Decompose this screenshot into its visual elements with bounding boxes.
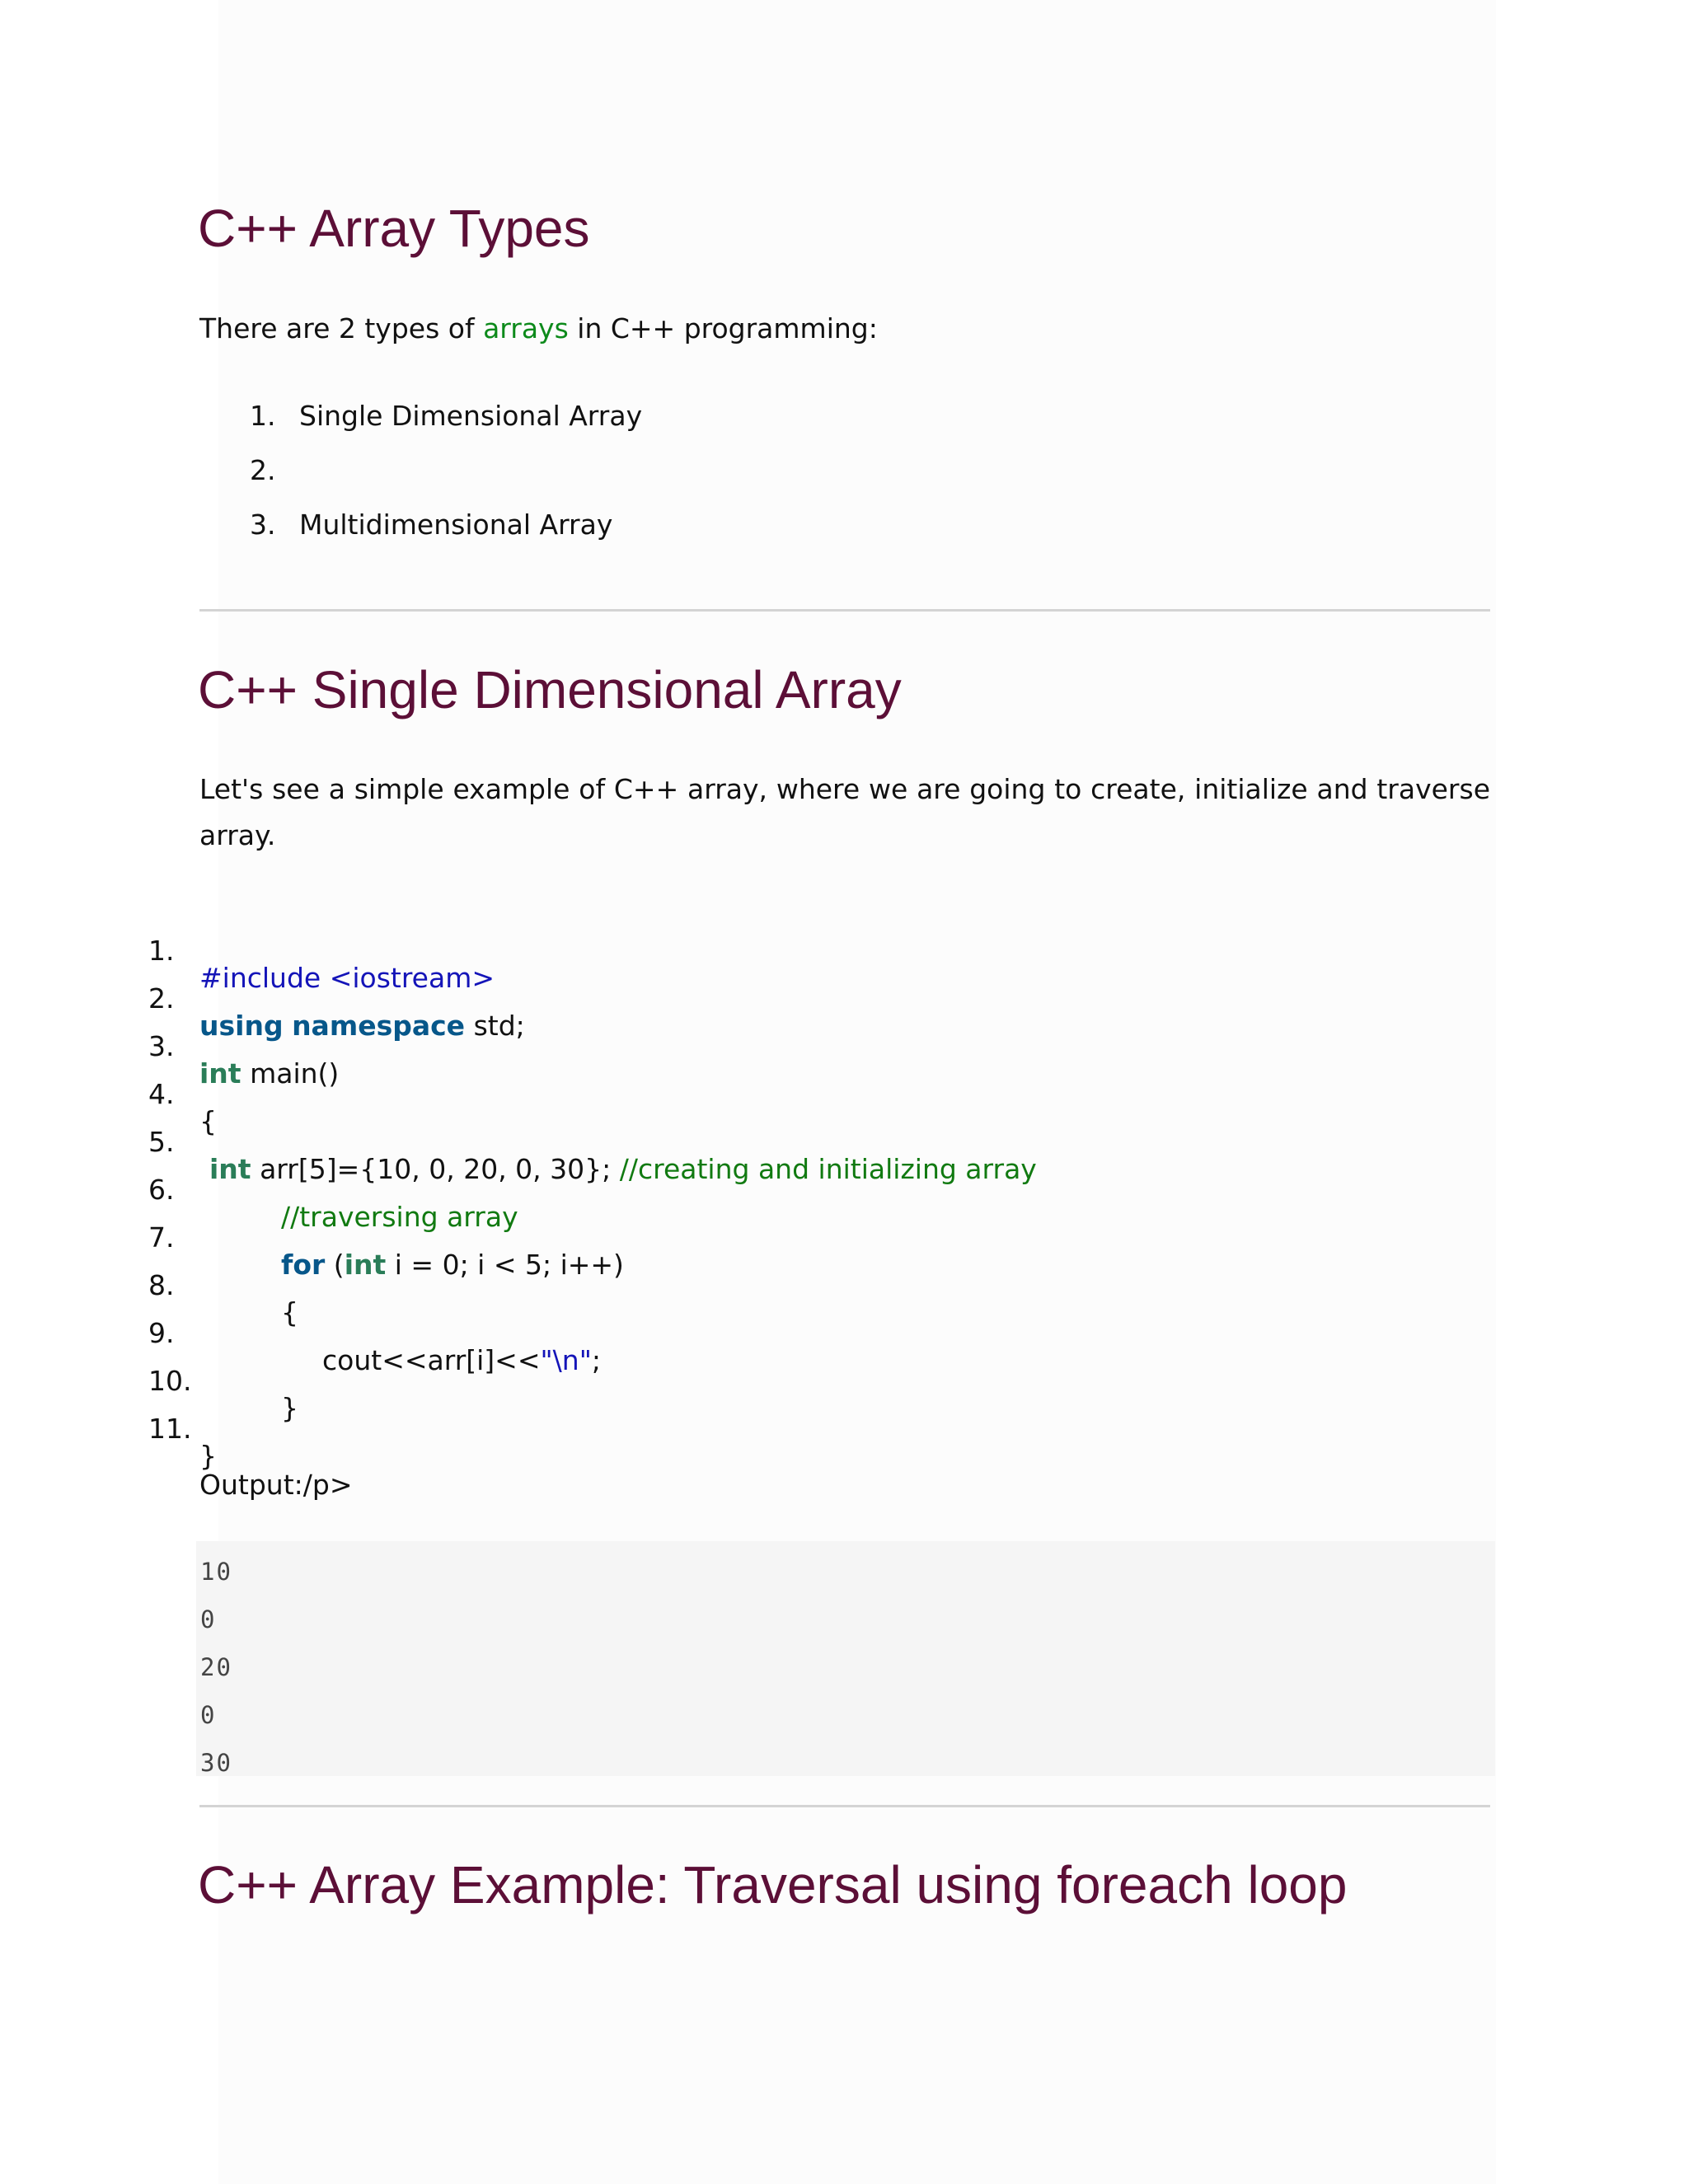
list-item-number: 2. (250, 454, 276, 486)
heading-foreach-traversal: C++ Array Example: Traversal using foreach loop (198, 1855, 1348, 1915)
code-text: { (199, 1105, 217, 1137)
list-item-text: Multidimensional Array (299, 509, 613, 541)
code-rest: std; (465, 1010, 525, 1042)
output-line: 0 (200, 1701, 217, 1729)
code-line (148, 1388, 217, 1497)
code-rest: arr[5]={10, 0, 20, 0, 30}; (251, 1153, 620, 1185)
list-item (250, 509, 613, 541)
code-text: } (281, 1392, 298, 1424)
output-line: 30 (200, 1749, 232, 1777)
line-number: 7. (148, 1221, 175, 1254)
types-intro-after: in C++ programming: (568, 312, 878, 344)
code-comment: //creating and initializing array (619, 1153, 1037, 1185)
keyword: int (209, 1153, 251, 1185)
line-number: 2. (148, 982, 175, 1015)
list-item (250, 454, 299, 486)
line-number: 8. (148, 1269, 175, 1301)
code-text: { (281, 1296, 298, 1329)
line-number: 5. (148, 1126, 175, 1158)
line-number: 10. (148, 1365, 192, 1397)
line-number: 4. (148, 1078, 175, 1110)
code-text (209, 1155, 1037, 1183)
code-string: "\n" (540, 1344, 592, 1376)
line-number: 3. (148, 1030, 175, 1062)
keyword: int (344, 1249, 387, 1281)
output-line: 0 (200, 1605, 217, 1633)
keyword: namespace (292, 1010, 466, 1042)
code-text: #include <iostream> (199, 962, 495, 994)
code-text (199, 1057, 340, 1090)
list-item-number: 1. (250, 400, 276, 432)
list-item-number: 3. (250, 509, 276, 541)
output-line: 20 (200, 1653, 232, 1681)
section-divider (199, 609, 1490, 612)
output-label: Output:/p> (199, 1469, 353, 1501)
keyword: int (199, 1057, 241, 1090)
code-rest: ; (591, 1344, 601, 1376)
heading-array-types: C++ Array Types (198, 199, 590, 258)
heading-single-dimensional: C++ Single Dimensional Array (198, 660, 902, 719)
code-rest: cout<<arr[i]<< (322, 1344, 541, 1376)
code-rest: i = 0; i < 5; i++) (386, 1249, 624, 1281)
code-comment: //traversing array (281, 1201, 518, 1233)
line-number: 11. (148, 1413, 192, 1445)
line-number: 9. (148, 1317, 175, 1349)
keyword: using (199, 1010, 284, 1042)
code-text (322, 1344, 601, 1376)
section-divider (199, 1805, 1490, 1807)
output-line: 10 (200, 1558, 232, 1586)
line-number: 6. (148, 1174, 175, 1206)
list-item (250, 400, 643, 432)
code-rest: ( (325, 1249, 345, 1281)
code-text (199, 1010, 525, 1042)
keyword: for (281, 1249, 326, 1281)
code-text: } (199, 1440, 217, 1472)
code-text (281, 1249, 624, 1281)
code-rest: main() (241, 1057, 340, 1090)
line-number: 1. (148, 935, 175, 967)
arrays-link[interactable]: arrays (483, 312, 569, 344)
types-intro (199, 306, 878, 352)
single-paragraph: Let's see a simple example of C++ array, where we are going to create, initialize and traverse array. (199, 773, 1490, 851)
list-item-text: Single Dimensional Array (299, 400, 643, 432)
output-box (196, 1541, 1495, 1776)
types-intro-before: There are 2 types of (199, 312, 484, 344)
